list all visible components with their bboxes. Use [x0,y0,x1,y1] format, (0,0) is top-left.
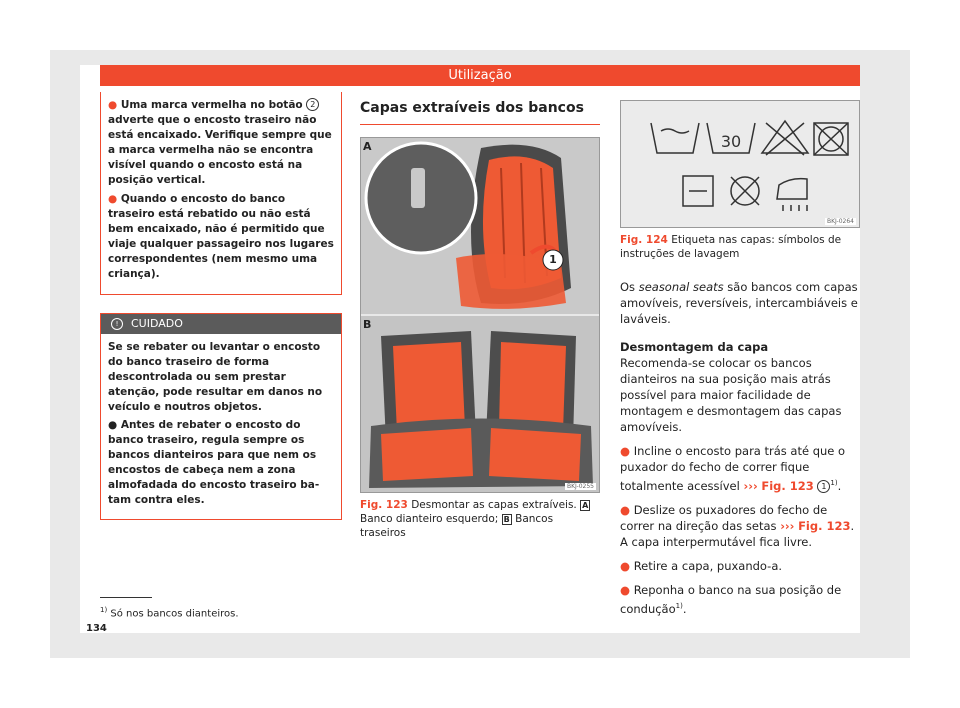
bullet-icon: ● [108,419,121,431]
chapter-header: Utilização [100,65,860,86]
step-item: ● Deslize os puxadores do fecho de correr na direção das setas ››› Fig. 123. A capa interpermutável fica livre. [620,502,855,549]
footnote: $^{1)}$ Só nos bancos dianteiros. [100,606,239,620]
figure-link[interactable]: Fig. 123 [798,518,851,533]
figure-label-a: A [363,140,372,153]
page-number: 134 [86,623,107,634]
caution-body [101,334,341,519]
iron-icon [777,179,807,199]
figure-124-caption: Fig. 124 Etiqueta nas capas: símbolos de instruções de lavagem [620,234,842,260]
caution-paragraph: Se se rebater ou levantar o encosto do banco traseiro de forma descontrolada ou sem prestar atenção, pode resultar em danos no veículo e noutros objetos. [108,341,323,413]
step-item: ● Reponha o banco na sua posição de condução$^{1)}$. [620,582,842,616]
bullet-icon: ● [620,502,634,517]
left-column [100,92,342,520]
middle-column [360,100,600,540]
step-item: ● Incline o encosto para trás até que o puxador do fecho de correr fique totalmente acessível ››› Fig. 123 1 $^{1)}$. [620,444,846,493]
figure-panel-a [361,138,599,314]
wash-tub-icon [651,123,699,153]
bullet-icon: ● [620,558,634,573]
bullet-icon: ● [108,99,121,111]
bullet-icon: ● [620,444,634,458]
figure-124 [620,100,860,228]
figure-label-b: B [363,318,372,331]
section-title: Capas extraíveis dos bancos [360,100,600,125]
step-item: ● Retire a capa, puxando-a. [620,558,783,573]
figure-123 [360,137,600,493]
body-text [620,279,860,617]
front-seat-illustration [361,138,599,314]
figure-123-caption: Fig. 123 Desmontar as capas extraíveis. A Banco dianteiro esquerdo; B Bancos traseiros [360,499,589,539]
bullet-icon: ● [620,582,634,597]
callout-number: 1 [549,253,557,266]
figure-code: BKJ-0255 [566,483,594,490]
caution-title: CUIDADO [131,317,183,330]
figure-panel-b [361,316,599,492]
caution-box [100,313,342,520]
right-column [620,100,860,625]
wash-temperature: 30 [720,132,742,151]
caution-item: ● Antes de rebater o encosto do banco traseiro, regula sempre os bancos dianteiros para que nem os encostos de cabeça nem a zona almofadada do encosto traseiro batam contra eles. [108,419,320,506]
warning-item: ● Quando o encosto do banco traseiro está rebatido ou não está bem encaixado, não é permitido que viaje qualquer passageiro nos lugares correspondentes (nem mesmo uma criança). [108,193,334,280]
callout-circle: 2 [306,98,319,111]
washing-symbols [621,101,859,227]
rear-seats-illustration [361,316,599,492]
subheading: Desmontagem da capa [620,340,769,354]
figure-link[interactable]: Fig. 123 [761,478,814,493]
figure-code: BKJ-0264 [826,218,854,225]
intro-paragraph: Os seasonal seats são bancos com capas amovíveis, reversíveis, intercambiáveis e laváveis. [620,280,858,326]
caution-header [101,314,341,334]
bullet-icon: ● [108,193,121,205]
warning-item: ● Uma marca vermelha no botão 2 adverte que o encosto traseiro não está encaixado. Verifique sempre que a marca vermelha não se encontra visível quando o encosto está na posição vertical. [108,99,332,186]
footnote-divider [100,597,152,598]
paragraph: Recomenda-se colocar os bancos dianteiros na sua posição mais atrás possível para maior facilidade de montagem e desmontagem das capas amovíveis. [620,356,842,434]
warning-box [100,92,342,295]
caution-icon: ! [111,318,123,330]
